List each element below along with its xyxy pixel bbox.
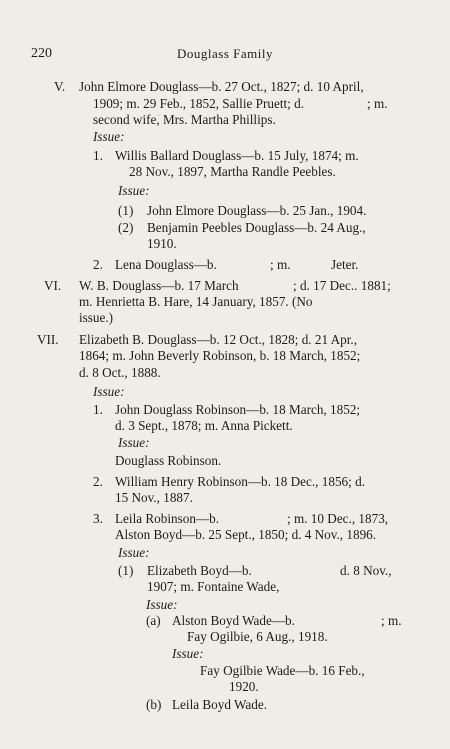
text-line: ; m. 10 Dec., 1873,	[287, 511, 389, 526]
entry-numeral: 2.	[93, 474, 103, 489]
running-title: Douglass Family	[177, 46, 273, 61]
text-line: John Elmore Douglass—b. 25 Jan., 1904.	[147, 203, 367, 218]
entry-numeral: (b)	[146, 697, 162, 712]
entry-numeral: 1.	[93, 402, 103, 417]
text-line: issue.)	[79, 310, 114, 325]
text-line: ; d. 17 Dec.. 1881;	[293, 278, 391, 293]
text-line: Alston Boyd Wade—b.	[172, 613, 295, 628]
text-line: John Elmore Douglass—b. 27 Oct., 1827; d. 10 April,	[79, 79, 364, 94]
text-line: Alston Boyd—b. 25 Sept., 1850; d. 4 Nov., 1896.	[115, 527, 377, 542]
text-line: Jeter.	[331, 257, 359, 272]
text-line: ; m.	[367, 96, 388, 111]
text-line: ; m.	[381, 613, 402, 628]
entry-numeral: VII.	[37, 332, 59, 347]
text-line: Leila Boyd Wade.	[172, 697, 268, 712]
entry-numeral: 1.	[93, 148, 103, 163]
entry-numeral: VI.	[44, 278, 62, 293]
issue-label: Issue:	[118, 435, 150, 450]
issue-label: Issue:	[146, 597, 178, 612]
text-line: d. 3 Sept., 1878; m. Anna Pickett.	[115, 418, 293, 433]
text-line: Leila Robinson—b.	[115, 511, 220, 526]
text-line: 15 Nov., 1887.	[115, 490, 193, 505]
text-line: Willis Ballard Douglass—b. 15 July, 1874; m.	[115, 148, 359, 163]
text-line: William Henry Robinson—b. 18 Dec., 1856; d.	[115, 474, 366, 489]
text-line: Elizabeth B. Douglass—b. 12 Oct., 1828; d. 21 Apr.,	[79, 332, 358, 347]
text-line: Douglass Robinson.	[115, 453, 222, 468]
issue-label: Issue:	[172, 646, 204, 661]
issue-label: Issue:	[93, 129, 125, 144]
entry-numeral: (1)	[118, 563, 134, 578]
text-line: 1910.	[147, 236, 177, 251]
entry-numeral: (1)	[118, 203, 134, 218]
page-number: 220	[31, 46, 52, 61]
text-line: Elizabeth Boyd—b.	[147, 563, 252, 578]
text-line: 28 Nov., 1897, Martha Randle Peebles.	[129, 164, 336, 179]
entry-numeral: 3.	[93, 511, 103, 526]
text-line: 1920.	[229, 679, 259, 694]
text-line: Fay Ogilbie, 6 Aug., 1918.	[187, 629, 328, 644]
issue-label: Issue:	[118, 545, 150, 560]
entry-numeral: (2)	[118, 220, 134, 235]
text-line: John Douglass Robinson—b. 18 March, 1852;	[115, 402, 361, 417]
text-line: d. 8 Nov.,	[340, 563, 392, 578]
text-line: Fay Ogilbie Wade—b. 16 Feb.,	[200, 663, 365, 678]
text-line: W. B. Douglass—b. 17 March	[79, 278, 239, 293]
entry-numeral: (a)	[146, 613, 161, 628]
text-line: m. Henrietta B. Hare, 14 January, 1857. (No	[79, 294, 313, 309]
text-line: Benjamin Peebles Douglass—b. 24 Aug.,	[147, 220, 366, 235]
text-line: d. 8 Oct., 1888.	[79, 365, 161, 380]
text-line: 1864; m. John Beverly Robinson, b. 18 March, 1852;	[79, 348, 361, 363]
issue-label: Issue:	[118, 183, 150, 198]
entry-numeral: V.	[54, 79, 66, 94]
issue-label: Issue:	[93, 384, 125, 399]
text-line: 1907; m. Fontaine Wade,	[147, 579, 280, 594]
text-line: 1909; m. 29 Feb., 1852, Sallie Pruett; d.	[93, 96, 304, 111]
text-line: Lena Douglass—b.	[115, 257, 217, 272]
text-line: ; m.	[270, 257, 291, 272]
text-line: second wife, Mrs. Martha Phillips.	[93, 112, 276, 127]
entry-numeral: 2.	[93, 257, 103, 272]
